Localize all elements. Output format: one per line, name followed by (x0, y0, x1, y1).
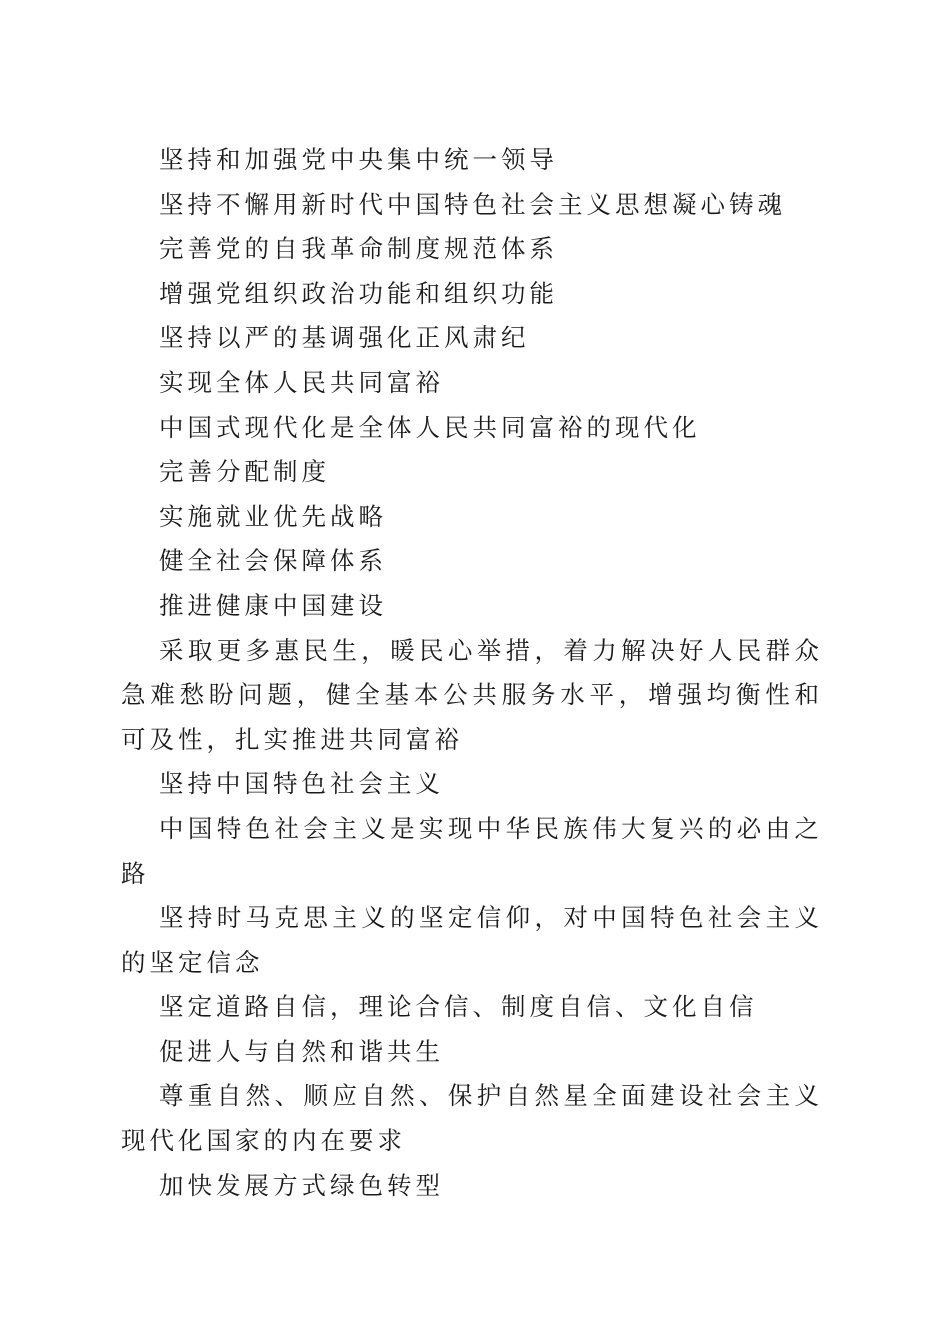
paragraph-5: 坚持以严的基调强化正风肃纪 (159, 323, 530, 353)
paragraph-15: 坚持时马克思主义的坚定信仰，对中国特色社会主义的坚定信念 (121, 903, 823, 977)
paragraph-9: 实施就业优先战略 (159, 501, 387, 531)
paragraph-10: 健全社会保障体系 (159, 546, 387, 576)
paragraph-16: 坚定道路自信，理论合信、制度自信、文化自信 (159, 992, 758, 1022)
document-body (121, 138, 823, 1208)
paragraph-13: 坚持中国特色社会主义 (159, 769, 444, 799)
paragraph-14: 中国特色社会主义是实现中华民族伟大复兴的必由之路 (121, 813, 823, 888)
paragraph-17: 促进人与自然和谐共生 (159, 1036, 444, 1066)
paragraph-11: 推进健康中国建设 (159, 590, 387, 620)
paragraph-6: 实现全体人民共同富裕 (159, 367, 444, 397)
paragraph-18: 尊重自然、顺应自然、保护自然星全面建设社会主义现代化国家的内在要求 (121, 1081, 823, 1156)
paragraph-8: 完善分配制度 (159, 457, 330, 487)
paragraph-1: 坚持和加强党中央集中统一领导 (159, 145, 558, 174)
paragraph-2: 坚持不懈用新时代中国特色社会主义思想凝心铸魂 (159, 189, 786, 219)
paragraph-12: 采取更多惠民生，暖民心举措，着力解决好人民群众急难愁盼问题，健全基本公共服务水平，增强均衡性和可及性，扎实推进共同富裕 (121, 635, 823, 754)
paragraph-7: 中国式现代化是全体人民共同富裕的现代化 (159, 412, 701, 442)
paragraph-4: 增强党组织政治功能和组织功能 (159, 278, 558, 308)
paragraph-19: 加快发展方式绿色转型 (159, 1170, 444, 1200)
paragraph-3: 完善党的自我革命制度规范体系 (159, 234, 558, 264)
